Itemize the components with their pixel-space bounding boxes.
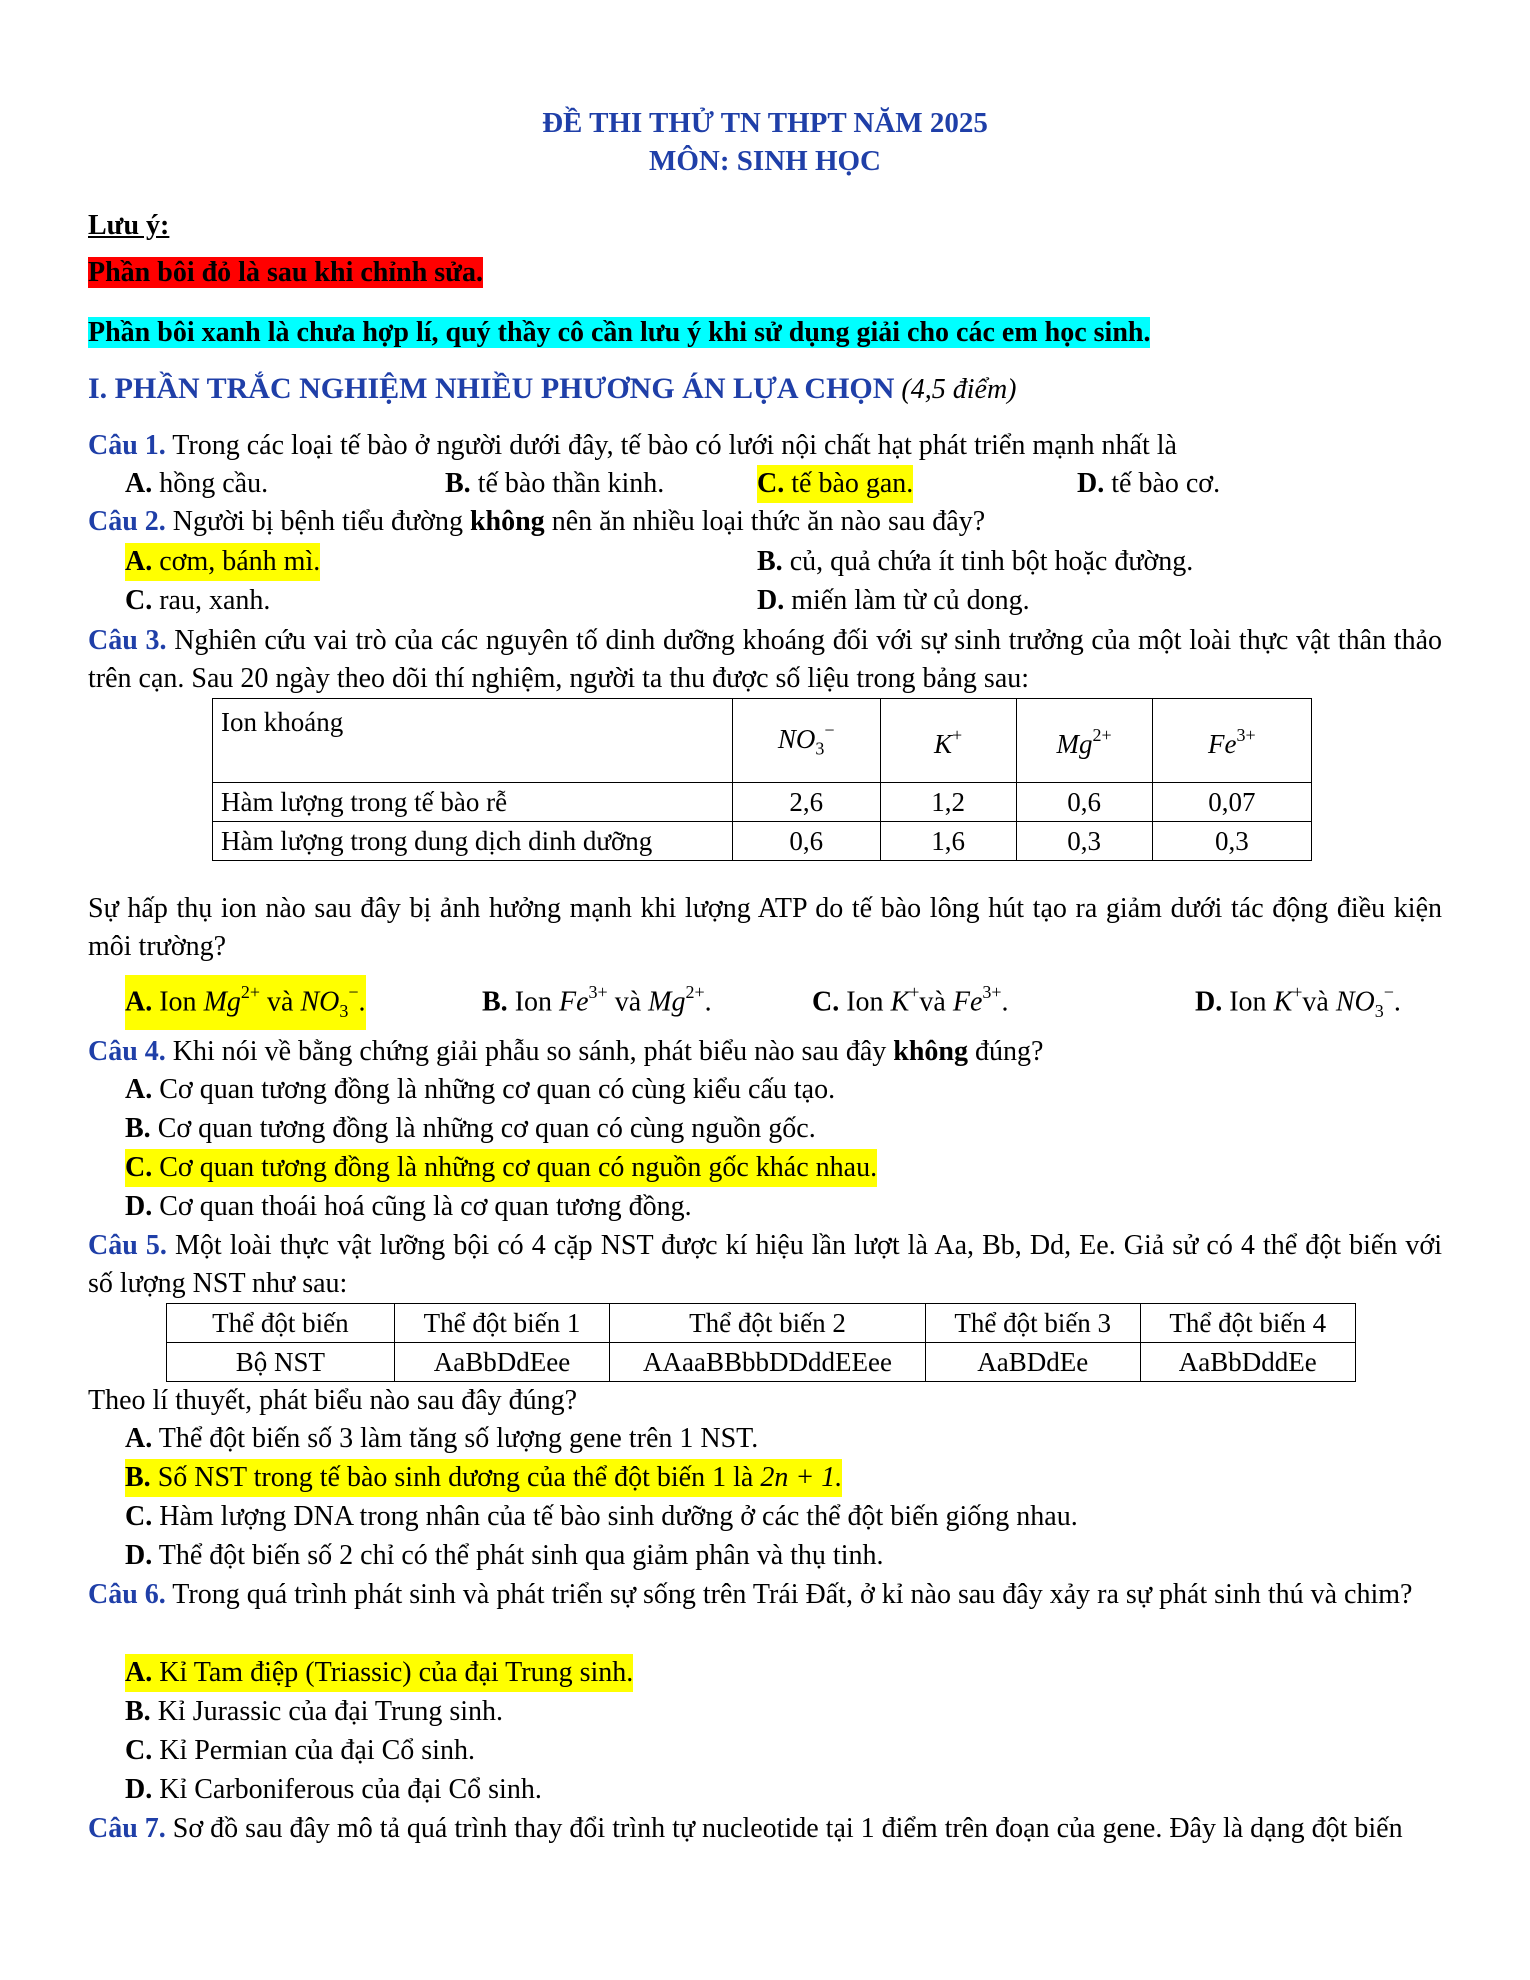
q4-option-d: D. Cơ quan thoái hoá cũng là cơ quan tương đồng. — [125, 1191, 692, 1222]
q5-option-b: B. Số NST trong tế bào sinh dương của thể đột biến 1 là 2n + 1. — [125, 1459, 842, 1497]
red-note: Phần bôi đỏ là sau khi chỉnh sửa. — [88, 257, 483, 288]
q1-option-c: C. tế bào gan. — [757, 465, 913, 503]
question-1: Câu 1. Trong các loại tế bào ở người dưới đây, tế bào có lưới nội chất hạt phát triển mạnh nhất là — [88, 430, 1177, 461]
subject-title: MÔN: SINH HỌC — [649, 145, 881, 177]
section-heading: I. PHẦN TRẮC NGHIỆM NHIỀU PHƯƠNG ÁN LỰA CHỌN (4,5 điểm) — [88, 372, 1017, 405]
q6-option-a: A. Kỉ Tam điệp (Triassic) của đại Trung sinh. — [125, 1654, 633, 1692]
q2-option-a: A. cơm, bánh mì. — [125, 543, 320, 581]
q6-option-c: C. Kỉ Permian của đại Cổ sinh. — [125, 1735, 475, 1766]
ion-table — [212, 698, 1312, 861]
table-row: Bộ NST AaBbDdEee AAaaBBbbDDddEEee AaBDdEe AaBbDddEe — [167, 1343, 1356, 1382]
ion-table-header-label: Ion khoáng — [213, 699, 733, 783]
ion-k: K+ — [880, 699, 1016, 783]
cyan-note: Phần bôi xanh là chưa hợp lí, quý thầy cô cần lưu ý khi sử dụng giải cho các em học sinh. — [88, 317, 1151, 348]
q4-option-a: A. Cơ quan tương đồng là những cơ quan có cùng kiểu cấu tạo. — [125, 1074, 836, 1105]
q3-option-c: C. Ion K+và $Fe^{3+}$. — [812, 982, 1009, 1018]
question-3-followup: Sự hấp thụ ion nào sau đây bị ảnh hưởng mạnh khi lượng ATP do tế bào lông hút tạo ra giảm dưới tác động điều kiện môi trường? — [88, 893, 1442, 962]
q5-option-d: D. Thể đột biến số 2 chỉ có thể phát sinh qua giảm phân và thụ tinh. — [125, 1540, 884, 1571]
table-row: Hàm lượng trong dung dịch dinh dưỡng 0,6 1,6 0,3 0,3 — [213, 822, 1312, 861]
q4-option-b: B. Cơ quan tương đồng là những cơ quan có cùng nguồn gốc. — [125, 1113, 816, 1144]
q6-option-b: B. Kỉ Jurassic của đại Trung sinh. — [125, 1696, 504, 1727]
table-row: Hàm lượng trong tế bào rễ 2,6 1,2 0,6 0,07 — [213, 783, 1312, 822]
q5-option-a: A. Thể đột biến số 3 làm tăng số lượng gene trên 1 NST. — [125, 1423, 759, 1454]
q2-option-d: D. miến làm từ củ dong. — [757, 585, 1030, 616]
question-5-followup: Theo lí thuyết, phát biểu nào sau đây đúng? — [88, 1385, 578, 1416]
ion-no3: $NO_3^-$ — [732, 699, 880, 783]
q3-option-d: D. Ion K+và $NO_3^-$. — [1195, 982, 1401, 1021]
mutant-table — [166, 1303, 1356, 1382]
q1-option-a: A. hồng cầu. — [125, 468, 269, 499]
question-7: Câu 7. Sơ đồ sau đây mô tả quá trình thay đổi trình tự nucleotide tại 1 điểm trên đoạn của gene. Đây là dạng đột biến — [88, 1813, 1403, 1844]
q6-option-d: D. Kỉ Carboniferous của đại Cổ sinh. — [125, 1774, 542, 1805]
q3-option-a: A. Ion $Mg^{2+}$ và $NO_3^-$. — [125, 975, 366, 1030]
q4-option-c: C. Cơ quan tương đồng là những cơ quan có nguồn gốc khác nhau. — [125, 1149, 877, 1187]
question-2: Câu 2. Người bị bệnh tiểu đường không nên ăn nhiều loại thức ăn nào sau đây? — [88, 506, 986, 537]
q5-option-c: C. Hàm lượng DNA trong nhân của tế bào sinh dưỡng ở các thể đột biến giống nhau. — [125, 1501, 1078, 1532]
q2-option-c: C. rau, xanh. — [125, 585, 271, 616]
q1-option-d: D. tế bào cơ. — [1077, 468, 1221, 499]
question-6: Câu 6. Trong quá trình phát sinh và phát triển sự sống trên Trái Đất, ở kỉ nào sau đây xảy ra sự phát sinh thú và chim? — [88, 1579, 1413, 1610]
q2-option-b: B. củ, quả chứa ít tinh bột hoặc đường. — [757, 546, 1194, 577]
q3-option-b: B. Ion $Fe^{3+}$ và $Mg^{2+}$. — [482, 982, 712, 1018]
ion-mg: $Mg^{2+}$ — [1016, 699, 1152, 783]
question-4: Câu 4. Khi nói về bằng chứng giải phẫu so sánh, phát biểu nào sau đây không đúng? — [88, 1036, 1044, 1067]
q1-option-b: B. tế bào thần kinh. — [445, 468, 665, 499]
exam-title: ĐỀ THI THỬ TN THPT NĂM 2025 — [542, 107, 988, 139]
question-3: Câu 3. Nghiên cứu vai trò của các nguyên tố dinh dưỡng khoáng đối với sự sinh trưởng của một loài thực vật thân thảo trên cạn. Sau 20 ngày theo dõi thí nghiệm, người ta thu được số liệu trong bảng sau: — [88, 625, 1443, 694]
question-5: Câu 5. Một loài thực vật lưỡng bội có 4 cặp NST được kí hiệu lần lượt là Aa, Bb, Dd, Ee. Giả sử có 4 thể đột biến với số lượng NST như sau: — [88, 1230, 1443, 1299]
table-row: Thể đột biến Thể đột biến 1 Thể đột biến 2 Thể đột biến 3 Thể đột biến 4 — [167, 1304, 1356, 1343]
ion-fe: $Fe^{3+}$ — [1152, 699, 1311, 783]
notes-label: Lưu ý: — [88, 210, 170, 241]
